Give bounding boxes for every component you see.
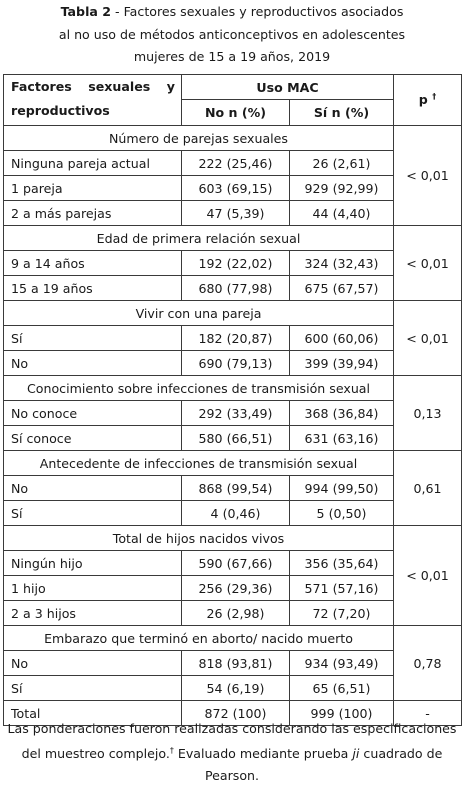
table-row (4, 401, 462, 426)
header-p-label: p (418, 92, 428, 108)
row-no-value: 182 (20,87) (182, 326, 290, 351)
table-row (4, 501, 462, 526)
header-col-no: No n (%) (182, 100, 290, 126)
row-label: 1 hijo (4, 576, 182, 601)
table-row (4, 276, 462, 301)
row-si-value: 324 (32,43) (290, 251, 394, 276)
section-p-value: 0,13 (394, 376, 462, 451)
row-no-value: 54 (6,19) (182, 676, 290, 701)
data-table (3, 74, 462, 726)
section-title-row (4, 226, 462, 251)
table-row (4, 551, 462, 576)
section-title: Total de hijos nacidos vivos (4, 526, 394, 551)
row-label: Ninguna pareja actual (4, 151, 182, 176)
row-si-value: 5 (0,50) (290, 501, 394, 526)
section-title-row (4, 301, 462, 326)
row-label: 1 pareja (4, 176, 182, 201)
row-si-value: 934 (93,49) (290, 651, 394, 676)
header-p-mark: † (432, 92, 437, 102)
footnote-line-2 (0, 740, 464, 787)
row-no-value: 680 (77,98) (182, 276, 290, 301)
table-row (4, 601, 462, 626)
row-label: Ningún hijo (4, 551, 182, 576)
section-p-value: 0,78 (394, 626, 462, 701)
table-row (4, 476, 462, 501)
table-row (4, 326, 462, 351)
row-si-value: 368 (36,84) (290, 401, 394, 426)
footnote-mark: † (169, 746, 174, 755)
row-label: Sí (4, 676, 182, 701)
row-si-value: 675 (67,57) (290, 276, 394, 301)
table-row (4, 651, 462, 676)
row-label: 2 a 3 hijos (4, 601, 182, 626)
table-row (4, 676, 462, 701)
row-no-value: 47 (5,39) (182, 201, 290, 226)
table-row (4, 201, 462, 226)
section-title: Antecedente de infecciones de transmisión sexual (4, 451, 394, 476)
table-row (4, 426, 462, 451)
header-factors-line-2: reproductivos (11, 103, 110, 118)
section-title-row (4, 376, 462, 401)
footnote-text-b: Evaluado mediante prueba (173, 746, 353, 762)
header-col-si: Sí n (%) (290, 100, 394, 126)
section-p-value: < 0,01 (394, 301, 462, 376)
row-si-value: 929 (92,99) (290, 176, 394, 201)
row-no-value: 580 (66,51) (182, 426, 290, 451)
row-no-value: 222 (25,46) (182, 151, 290, 176)
row-no-value: 603 (69,15) (182, 176, 290, 201)
table-row (4, 351, 462, 376)
row-label: No (4, 651, 182, 676)
section-title: Edad de primera relación sexual (4, 226, 394, 251)
header-row-1 (4, 75, 462, 100)
section-title: Embarazo que terminó en aborto/ nacido muerto (4, 626, 394, 651)
section-title-row (4, 451, 462, 476)
footnote-text-c: cuadrado de Pearson. (204, 746, 443, 784)
row-label: Sí (4, 326, 182, 351)
row-label: No (4, 351, 182, 376)
caption-line-2: al no uso de métodos anticonceptivos en adolescentes (58, 26, 406, 42)
row-label: 15 a 19 años (4, 276, 182, 301)
row-no-value: 868 (99,54) (182, 476, 290, 501)
section-p-value: < 0,01 (394, 126, 462, 226)
row-si-value: 571 (57,16) (290, 576, 394, 601)
section-title-row (4, 126, 462, 151)
caption-title-label: Tabla 2 (60, 4, 112, 19)
table-row (4, 151, 462, 176)
section-p-value: < 0,01 (394, 526, 462, 626)
row-no-value: 292 (33,49) (182, 401, 290, 426)
row-no-value: 590 (67,66) (182, 551, 290, 576)
section-title-row (4, 626, 462, 651)
total-label: Total (4, 701, 182, 726)
header-factors (4, 75, 182, 126)
row-si-value: 600 (60,06) (290, 326, 394, 351)
total-no-value: 872 (100) (182, 701, 290, 726)
row-no-value: 26 (2,98) (182, 601, 290, 626)
header-factors-word-2: sexuales (88, 79, 151, 94)
row-si-value: 72 (7,20) (290, 601, 394, 626)
footnote-line-1: Las ponderaciones fueron realizadas considerando las especificaciones (7, 721, 457, 736)
row-si-value: 399 (39,94) (290, 351, 394, 376)
section-p-value: < 0,01 (394, 226, 462, 301)
row-no-value: 192 (22,02) (182, 251, 290, 276)
section-title: Vivir con una pareja (4, 301, 394, 326)
row-si-value: 44 (4,40) (290, 201, 394, 226)
row-si-value: 65 (6,51) (290, 676, 394, 701)
row-si-value: 631 (63,16) (290, 426, 394, 451)
row-no-value: 4 (0,46) (182, 501, 290, 526)
row-label: No conoce (4, 401, 182, 426)
header-factors-word-3: y (166, 79, 175, 94)
row-label: Sí conoce (4, 426, 182, 451)
caption-title-text: - Factores sexuales y reproductivos asociados (111, 4, 404, 19)
footnote-italic: ji (352, 746, 360, 762)
section-title-row (4, 526, 462, 551)
total-p-value: - (394, 701, 462, 726)
header-uso-mac: Uso MAC (182, 75, 394, 100)
row-label: 9 a 14 años (4, 251, 182, 276)
table-row (4, 176, 462, 201)
caption-line-3: mujeres de 15 a 19 años, 2019 (133, 49, 331, 64)
footnote-text-a: del muestreo complejo. (21, 746, 170, 762)
table-footnote (0, 718, 464, 787)
row-si-value: 356 (35,64) (290, 551, 394, 576)
row-si-value: 994 (99,50) (290, 476, 394, 501)
row-no-value: 690 (79,13) (182, 351, 290, 376)
section-p-value: 0,61 (394, 451, 462, 526)
table-row (4, 576, 462, 601)
total-si-value: 999 (100) (290, 701, 394, 726)
row-si-value: 26 (2,61) (290, 151, 394, 176)
header-factors-word-1: Factores (11, 79, 72, 94)
row-no-value: 818 (93,81) (182, 651, 290, 676)
caption-line-1 (0, 1, 464, 24)
row-label: Sí (4, 501, 182, 526)
row-label: No (4, 476, 182, 501)
section-title: Número de parejas sexuales (4, 126, 394, 151)
row-no-value: 256 (29,36) (182, 576, 290, 601)
header-p (394, 75, 462, 126)
table-caption (0, 0, 464, 69)
row-label: 2 a más parejas (4, 201, 182, 226)
section-title: Conocimiento sobre infecciones de transmisión sexual (4, 376, 394, 401)
table-row (4, 251, 462, 276)
